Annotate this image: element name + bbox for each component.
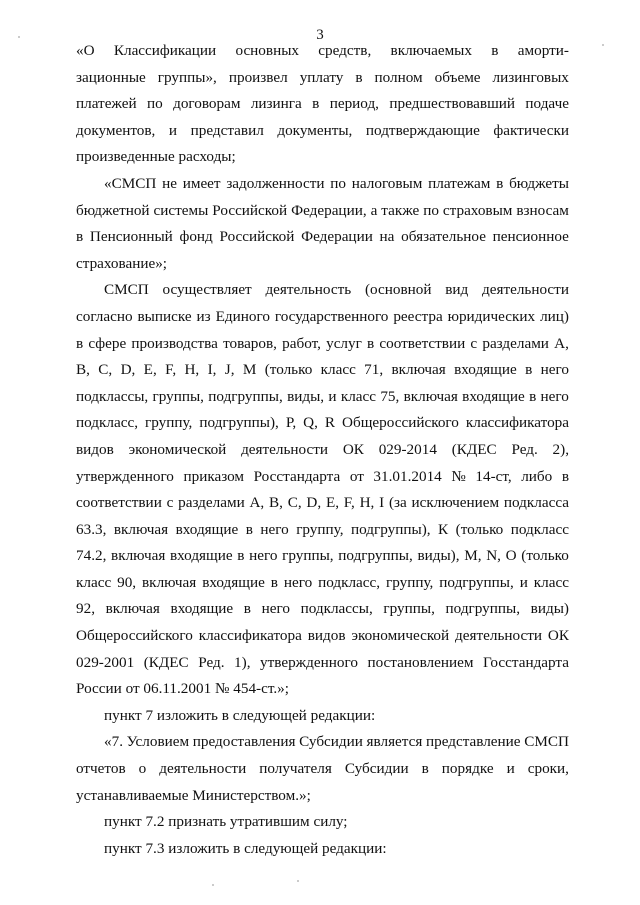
word: Росстандарта: [253, 467, 341, 485]
word: подкласса: [503, 494, 569, 512]
word: М: [242, 361, 257, 379]
word: Ред.: [511, 440, 538, 458]
word: 90,: [117, 573, 137, 591]
word: включая: [391, 361, 446, 379]
paragraph-activity-sections: [76, 277, 569, 703]
word: взносам: [516, 201, 569, 219]
word: государственного: [274, 307, 389, 325]
word: №: [451, 467, 466, 485]
text-line: произведенные расходы;: [76, 148, 236, 166]
word: F,: [165, 361, 177, 379]
word: уплату: [299, 68, 344, 86]
word: средств,: [318, 42, 372, 59]
text-line: [76, 756, 569, 783]
word: Р,: [285, 414, 297, 432]
word: а: [370, 201, 378, 219]
word: платежей: [76, 95, 137, 113]
word: включая: [113, 520, 169, 538]
word: и: [168, 121, 178, 139]
word: Н,: [359, 494, 375, 512]
text-line: [76, 517, 569, 544]
word: и: [519, 573, 528, 591]
text-line: [76, 198, 569, 225]
word: на: [379, 228, 395, 246]
word: О: [505, 547, 517, 565]
word: С,: [98, 361, 113, 379]
word: подгруппы),: [351, 520, 431, 538]
word: подгруппы,: [338, 547, 413, 565]
word: 2),: [552, 440, 569, 458]
word: подгруппы,: [439, 573, 514, 591]
word: класс: [76, 573, 112, 591]
text-line: [76, 490, 569, 517]
word: полном: [374, 68, 423, 86]
paragraph-classification-end: [76, 38, 569, 171]
word: N,: [486, 547, 501, 565]
word: страховым: [442, 201, 513, 219]
word: подгруппы,: [208, 387, 283, 405]
word: документы,: [277, 121, 353, 139]
word: включая: [105, 600, 160, 618]
word: Н,: [184, 361, 200, 379]
word: К: [438, 520, 449, 538]
word: группу,: [296, 520, 344, 538]
word: лизинговых: [492, 68, 569, 86]
word: Госстандарта: [482, 653, 569, 671]
word: лизинга: [250, 95, 302, 113]
text-line: страхование»;: [76, 254, 168, 272]
word: в: [245, 520, 253, 538]
word: «О: [76, 42, 95, 59]
paragraph-point-7-2: [76, 809, 569, 836]
word: 75,: [380, 387, 400, 405]
scan-speck: [18, 36, 20, 38]
word: входящие: [175, 520, 239, 538]
word: Единого: [215, 307, 270, 325]
word: выписке: [137, 307, 192, 325]
word: в: [243, 600, 251, 618]
text-line: [76, 410, 569, 437]
word: 029-2001: [76, 653, 135, 671]
word: производства: [131, 334, 218, 352]
word: подгруппы,: [445, 600, 521, 618]
word: включая: [142, 573, 197, 591]
word: утвержденного: [76, 467, 174, 485]
word: приказом: [183, 467, 245, 485]
word: утвержденного: [260, 653, 358, 671]
word: платежам: [428, 174, 491, 192]
word: соответствии: [379, 334, 466, 352]
word: сфере: [88, 334, 127, 352]
word: деятельность: [265, 281, 352, 299]
word: в: [355, 68, 363, 86]
word: класс: [320, 361, 356, 379]
word: период,: [329, 95, 379, 113]
word: реестра: [393, 307, 443, 325]
word: деятельности: [241, 440, 329, 458]
word: исключением: [411, 494, 500, 512]
word: С,: [287, 494, 302, 512]
word: является: [366, 733, 423, 751]
word: (только: [455, 520, 504, 538]
word: виды,: [287, 387, 325, 405]
word: видов: [76, 440, 114, 458]
text-line: [76, 570, 569, 597]
word: виды),: [417, 547, 460, 565]
word: (за: [388, 494, 407, 512]
paragraph-point-7-intro: [76, 703, 569, 730]
word: задолженности: [226, 174, 325, 192]
word: I: [379, 494, 385, 512]
word: 92,: [76, 600, 95, 618]
word: включая: [111, 547, 166, 565]
word: работ,: [282, 334, 321, 352]
word: документов,: [76, 121, 156, 139]
word: в: [421, 760, 429, 778]
word: товаров,: [223, 334, 277, 352]
word: включаемых: [390, 42, 472, 59]
word: «СМСП: [104, 174, 157, 192]
word: представление: [425, 733, 521, 751]
word: разделами: [482, 334, 549, 352]
word: в: [367, 334, 375, 352]
word: группу,: [386, 573, 434, 591]
text-line: устанавливаемые Министерством.»;: [76, 786, 311, 804]
word: М,: [464, 547, 482, 565]
word: Е,: [143, 361, 157, 379]
text-line: пункт 7.2 признать утратившим силу;: [104, 813, 348, 831]
word: зационные: [76, 68, 146, 86]
word: объеме: [434, 68, 481, 86]
word: о: [138, 760, 147, 778]
word: (КДЕС: [451, 440, 497, 458]
word: А,: [554, 334, 569, 352]
text-line: пункт 7 изложить в следующей редакции:: [104, 706, 376, 724]
word: в: [529, 387, 537, 405]
text-line: [76, 464, 569, 491]
word: (КДЕС: [143, 653, 189, 671]
word: Q,: [303, 414, 318, 432]
word: в: [312, 95, 320, 113]
word: 14-ст,: [475, 467, 512, 485]
text-line: [76, 623, 569, 650]
word: СМСП: [104, 281, 149, 299]
paragraph-point-7-3: [76, 836, 569, 863]
word: ОК: [342, 440, 364, 458]
scan-speck: [297, 880, 299, 882]
word: фонд: [179, 228, 213, 246]
word: Классификации: [113, 42, 217, 59]
word: услуг: [326, 334, 362, 352]
word: бюджеты: [509, 174, 569, 192]
word: В,: [76, 361, 90, 379]
document-body: [76, 38, 569, 862]
text-line: [76, 277, 569, 304]
word: осуществляет: [162, 281, 252, 299]
word: и: [506, 760, 515, 778]
word: него: [260, 520, 289, 538]
word: фактически: [493, 121, 569, 139]
word: Пенсионный: [89, 228, 173, 246]
word: J,: [224, 361, 235, 379]
word: Условием: [126, 733, 190, 751]
page-number: 3: [316, 27, 324, 43]
word: включая: [403, 387, 458, 405]
text-line: [76, 331, 569, 358]
word: либо: [521, 467, 553, 485]
word: в: [237, 547, 245, 565]
paragraph-point-7-text: [76, 729, 569, 809]
word: подаче: [525, 95, 569, 113]
text-line: [76, 357, 569, 384]
word: Российской: [212, 201, 288, 219]
word: договорам: [173, 95, 241, 113]
word: порядке: [441, 760, 494, 778]
word: из: [196, 307, 211, 325]
text-line: [76, 91, 569, 118]
word: пенсионное: [492, 228, 569, 246]
paragraph-no-tax-debt: [76, 171, 569, 277]
word: Общероссийского: [76, 627, 193, 645]
scan-speck: [212, 884, 214, 886]
word: сроки,: [527, 760, 569, 778]
word: лиц): [540, 307, 569, 325]
word: I,: [207, 361, 217, 379]
word: него: [540, 361, 569, 379]
word: Федерации: [301, 228, 373, 246]
word: Ред.: [198, 653, 225, 671]
text-line: пункт 7.3 изложить в следующей редакции:: [104, 839, 387, 857]
word: СМСП: [524, 733, 569, 751]
word: в: [496, 174, 504, 192]
word: предшествовавший: [389, 95, 516, 113]
word: виды): [530, 600, 569, 618]
text-line: [76, 224, 569, 251]
word: деятельности: [159, 760, 247, 778]
word: группы,: [383, 600, 435, 618]
word: 31.01.2014: [373, 467, 442, 485]
word: него: [249, 547, 278, 565]
word: В,: [269, 494, 283, 512]
word: вид: [445, 281, 469, 299]
word: деятельности: [455, 627, 542, 645]
word: подгруппы),: [199, 414, 279, 432]
word: в: [76, 334, 84, 352]
word: по: [330, 174, 347, 192]
word: подклассы,: [300, 600, 373, 618]
word: представил: [190, 121, 264, 139]
word: R: [324, 414, 336, 432]
word: подкласс: [510, 520, 569, 538]
word: согласно: [76, 307, 133, 325]
word: и: [328, 387, 337, 405]
word: налоговым: [351, 174, 423, 192]
word: в: [525, 361, 533, 379]
word: основных: [235, 42, 299, 59]
text-line: России от 06.11.2001 № 454-ст.»;: [76, 680, 289, 698]
word: в: [76, 228, 84, 246]
word: постановлением: [367, 653, 474, 671]
word: «7.: [104, 733, 123, 751]
word: деятельности: [482, 281, 569, 299]
word: входящие: [454, 361, 517, 379]
text-line: [76, 596, 569, 623]
text-line: [76, 437, 569, 464]
word: Субсидии: [344, 760, 409, 778]
word: аморти-: [517, 42, 569, 59]
word: подкласс,: [76, 414, 138, 432]
word: D,: [306, 494, 322, 512]
word: подклассы,: [76, 387, 149, 405]
word: от: [349, 467, 364, 485]
word: подтверждающие: [365, 121, 480, 139]
text-line: [76, 304, 569, 331]
word: разделами: [178, 494, 245, 512]
word: с: [470, 334, 478, 352]
word: по: [423, 201, 439, 219]
text-line: [76, 171, 569, 198]
word: видов: [307, 627, 346, 645]
word: группы,: [282, 547, 334, 565]
word: входящие: [170, 600, 234, 618]
word: 1),: [234, 653, 251, 671]
word: отчетов: [76, 760, 126, 778]
word: D,: [120, 361, 136, 379]
word: входящие: [462, 387, 525, 405]
word: получателя: [259, 760, 332, 778]
word: класс: [533, 573, 569, 591]
word: по: [146, 95, 163, 113]
word: группы»,: [157, 68, 217, 86]
text-line: [76, 65, 569, 92]
word: классификатора: [465, 414, 569, 432]
word: соответствии: [76, 494, 162, 512]
text-line: [76, 38, 569, 65]
word: F,: [343, 494, 355, 512]
word: Российской: [219, 228, 295, 246]
word: обязательное: [401, 228, 486, 246]
word: группу,: [144, 414, 193, 432]
word: предоставления: [192, 733, 296, 751]
word: системы: [153, 201, 209, 219]
word: в: [491, 42, 499, 59]
word: классификатора: [198, 627, 302, 645]
word: экономической: [351, 627, 450, 645]
word: 63.3,: [76, 520, 107, 538]
word: не: [162, 174, 177, 192]
word: входящие: [202, 573, 265, 591]
text-line: [76, 650, 569, 677]
word: Е,: [325, 494, 340, 512]
word: Субсидии: [299, 733, 363, 751]
text-line: [76, 384, 569, 411]
word: него: [540, 387, 569, 405]
word: имеет: [182, 174, 221, 192]
word: произвел: [228, 68, 288, 86]
word: Федерации,: [291, 201, 367, 219]
word: (только: [521, 547, 569, 565]
word: экономической: [128, 440, 227, 458]
scan-speck: [602, 44, 604, 46]
word: также: [381, 201, 420, 219]
word: Общероссийского: [342, 414, 459, 432]
word: (основной: [364, 281, 432, 299]
word: (только: [264, 361, 313, 379]
text-line: [76, 543, 569, 570]
word: класс: [340, 387, 377, 405]
word: в: [270, 573, 278, 591]
word: А,: [249, 494, 265, 512]
word: 71,: [364, 361, 384, 379]
word: него: [283, 573, 313, 591]
word: юридических: [447, 307, 536, 325]
text-line: [76, 729, 569, 756]
word: группы,: [152, 387, 204, 405]
word: бюджетной: [76, 201, 150, 219]
word: ОК: [547, 627, 569, 645]
word: 029-2014: [378, 440, 437, 458]
word: него: [261, 600, 290, 618]
text-line: [76, 118, 569, 145]
word: в: [561, 467, 569, 485]
word: 74.2,: [76, 547, 107, 565]
word: с: [166, 494, 174, 512]
word: входящие: [169, 547, 233, 565]
word: подкласс,: [318, 573, 381, 591]
